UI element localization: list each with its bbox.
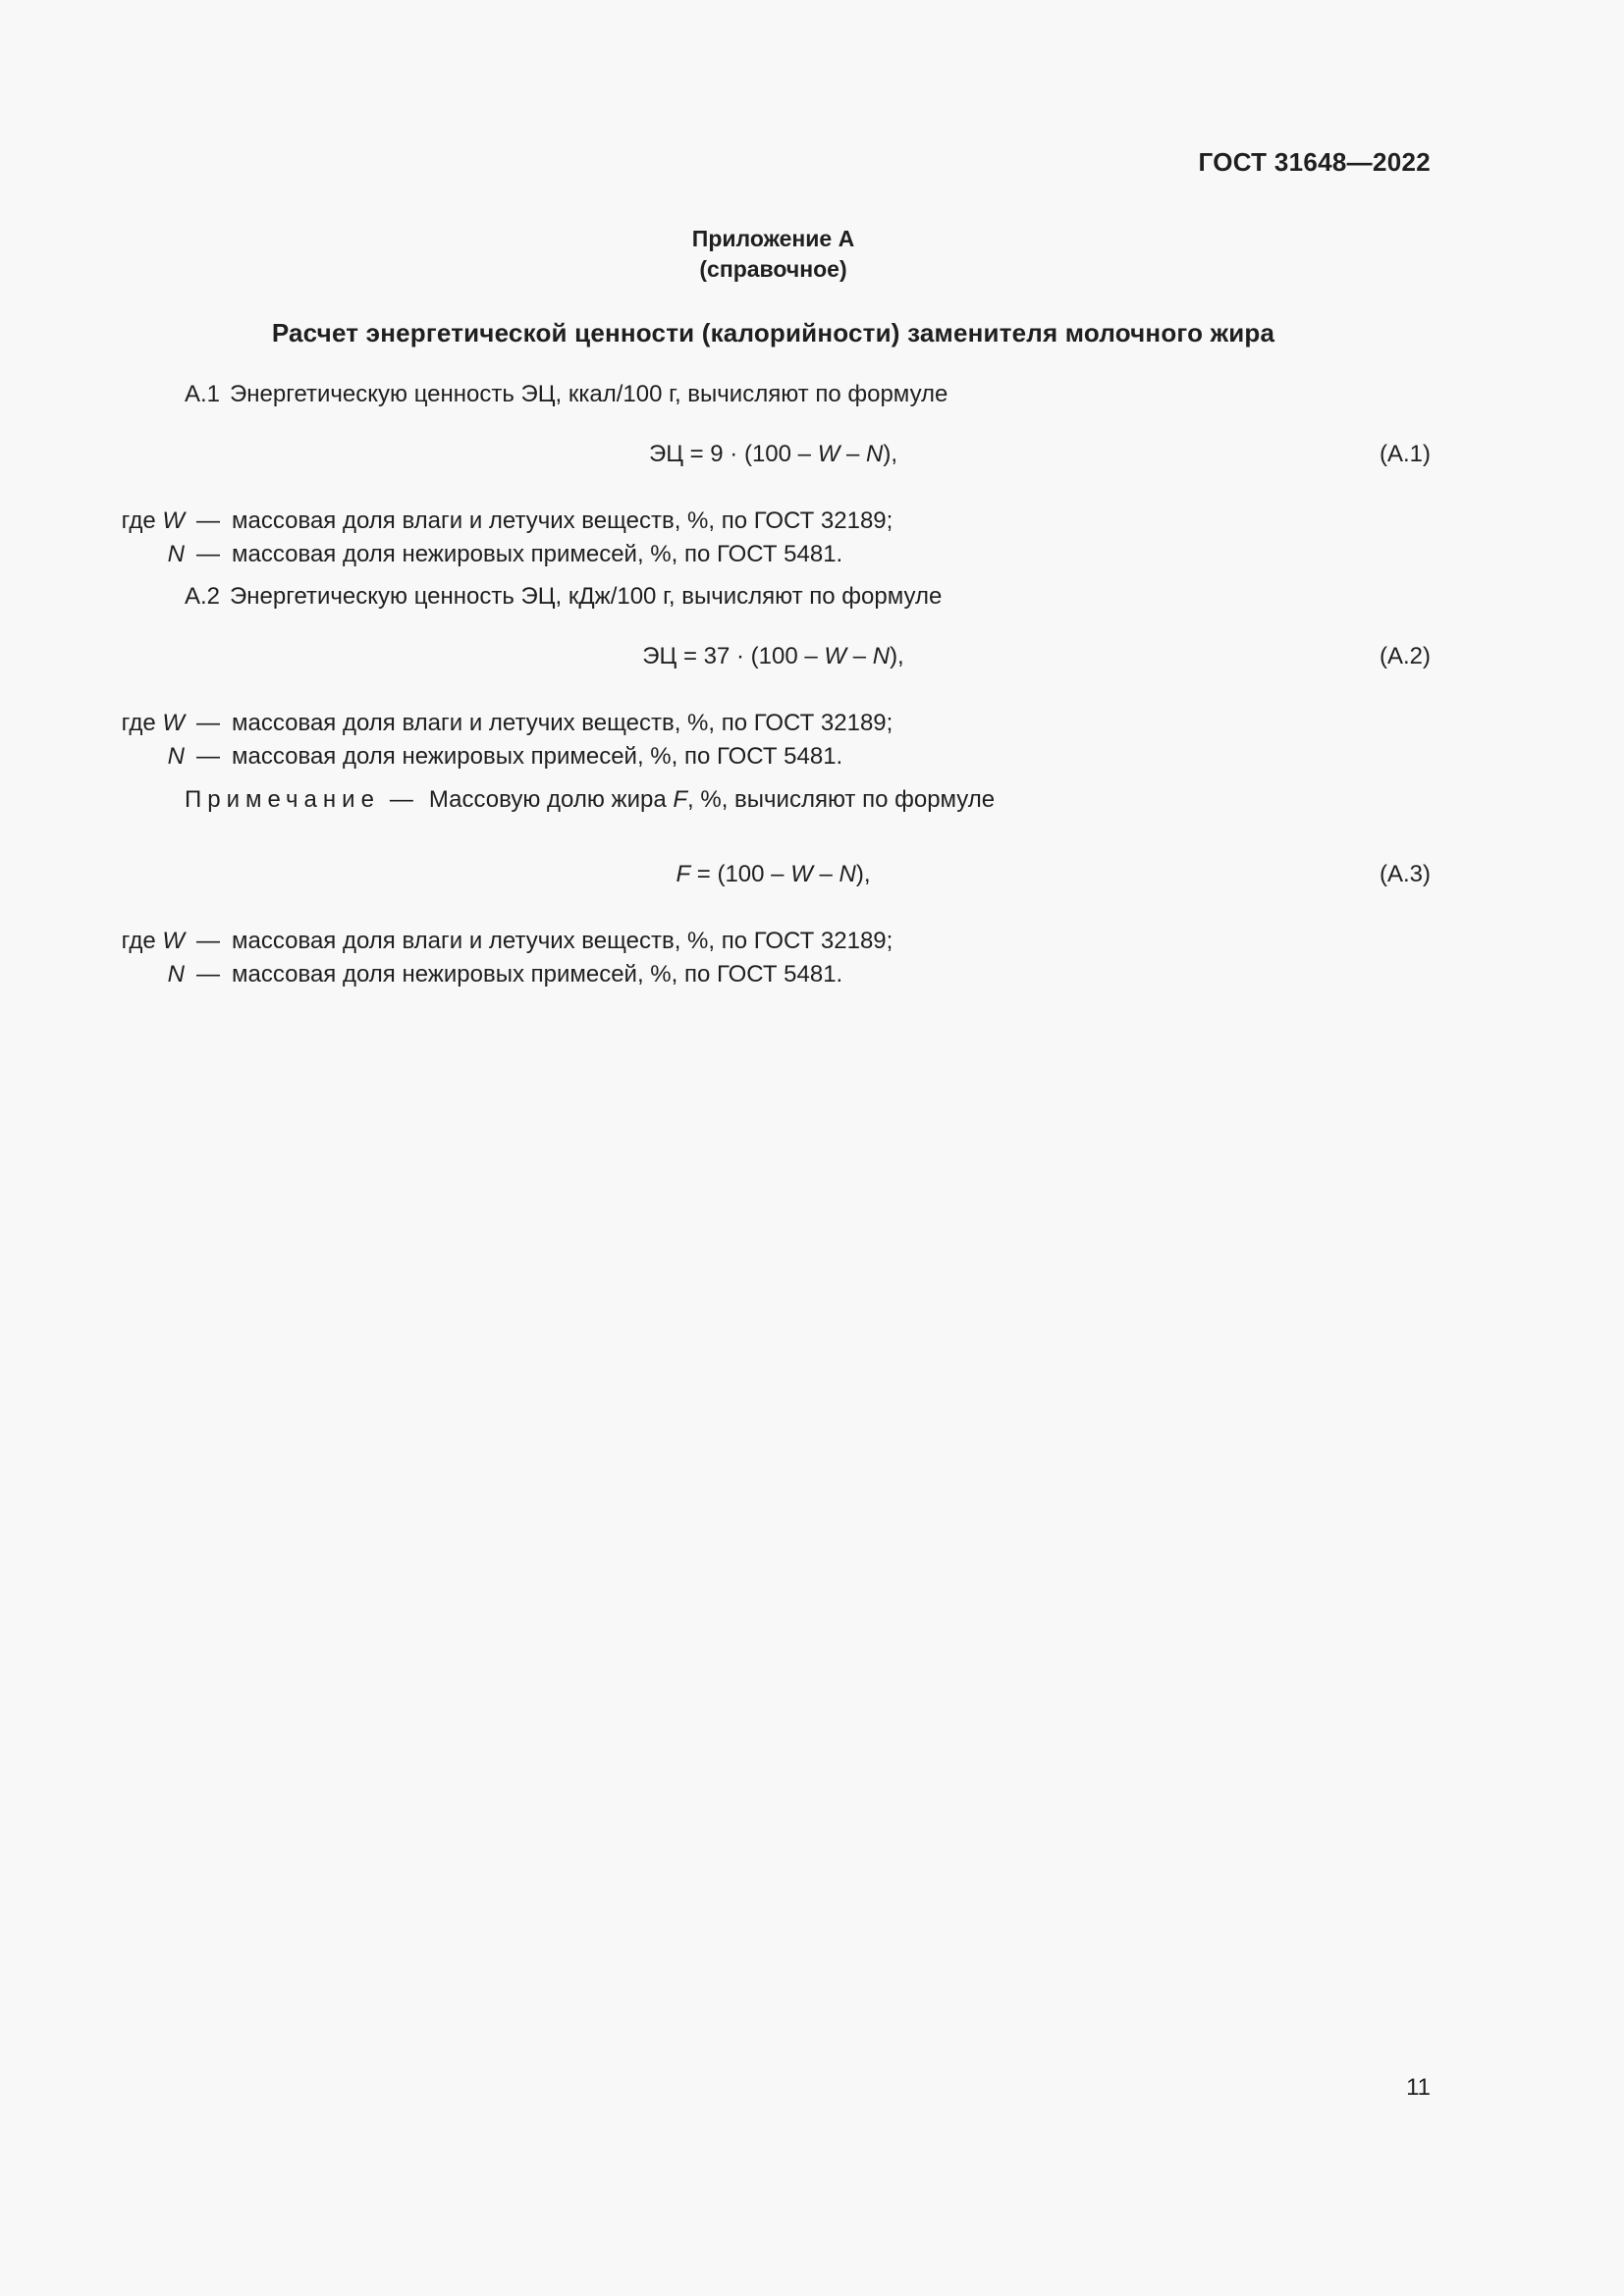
formula-var-n: N — [866, 441, 884, 467]
variable-description: массовая доля влаги и летучих веществ, %, по ГОСТ 32189; — [232, 507, 893, 534]
formula-var-w: W — [824, 643, 847, 669]
variable-description: массовая доля влаги и летучих веществ, %, по ГОСТ 32189; — [232, 710, 893, 736]
formula-var-f: F — [676, 861, 691, 887]
variable-description: массовая доля нежировых примесей, %, по ГОСТ 5481. — [232, 541, 843, 567]
variable-dash: — — [196, 541, 220, 567]
formula-close: ), — [855, 861, 871, 887]
formula-close: ), — [883, 441, 898, 467]
note-text-after: , %, вычисляют по формуле — [687, 786, 996, 813]
where-label: где — [121, 928, 156, 954]
variable-n-row — [116, 541, 1392, 568]
formula-prefix: ЭЦ = 37 · (100 – — [642, 643, 825, 669]
variable-dash: — — [196, 928, 220, 954]
clause-a1 — [185, 381, 947, 408]
variable-symbol: N — [167, 541, 185, 567]
variable-description: массовая доля влаги и летучих веществ, %, по ГОСТ 32189; — [232, 928, 893, 954]
formula-minus: – — [812, 861, 839, 887]
annex-subtitle: (справочное) — [699, 256, 847, 282]
variable-dash: — — [196, 710, 220, 736]
variable-symbol: N — [167, 961, 185, 988]
variable-dash: — — [196, 961, 220, 988]
section-title: Расчет энергетической ценности (калорийности) заменителя молочного жира — [271, 318, 1275, 347]
clause-number: А.1 — [185, 381, 221, 407]
formula-minus: – — [846, 643, 873, 669]
clause-number: А.2 — [185, 583, 221, 610]
note-label: Примечание — [185, 786, 380, 813]
variable-description: массовая доля нежировых примесей, %, по ГОСТ 5481. — [232, 743, 843, 770]
variable-w-row — [116, 710, 1392, 737]
variable-symbol: W — [162, 507, 185, 534]
note-symbol: F — [673, 786, 688, 813]
where-label: где — [121, 710, 156, 736]
formula-a3 — [0, 861, 1546, 888]
variable-symbol: W — [162, 710, 185, 736]
variable-dash: — — [196, 507, 220, 534]
variable-symbol: W — [162, 928, 185, 954]
formula-var-w: W — [790, 861, 813, 887]
formula-var-n: N — [872, 643, 891, 669]
where-label: где — [121, 507, 156, 534]
formula-a2 — [0, 643, 1546, 670]
note-paragraph — [185, 786, 995, 814]
equation-number-a3: (А.3) — [1379, 861, 1431, 887]
formula-var-w: W — [817, 441, 840, 467]
formula-var-n: N — [839, 861, 856, 887]
formula-a1 — [0, 441, 1546, 468]
variable-symbol: N — [167, 743, 185, 770]
variable-w-row — [116, 507, 1392, 535]
formula-prefix: ЭЦ = 9 · (100 – — [648, 441, 818, 467]
variable-w-row — [116, 928, 1392, 955]
clause-text: Энергетическую ценность ЭЦ, кДж/100 г, вычисляют по формуле — [230, 583, 943, 610]
note-text-before: Массовую долю жира — [428, 786, 674, 813]
clause-text: Энергетическую ценность ЭЦ, ккал/100 г, вычисляют по формуле — [230, 381, 948, 407]
variable-n-row — [116, 961, 1392, 988]
formula-middle: = (100 – — [690, 861, 791, 887]
variable-description: массовая доля нежировых примесей, %, по ГОСТ 5481. — [232, 961, 843, 988]
note-dash: — — [389, 786, 413, 813]
variable-dash: — — [196, 743, 220, 770]
formula-minus: – — [839, 441, 867, 467]
formula-close: ), — [890, 643, 904, 669]
equation-number-a1: (А.1) — [1379, 441, 1431, 467]
standard-code: ГОСТ 31648—2022 — [1198, 147, 1431, 177]
page-number: 11 — [1406, 2074, 1431, 2101]
annex-title: Приложение А — [691, 226, 855, 251]
clause-a2 — [185, 583, 942, 611]
variable-n-row — [116, 743, 1392, 771]
equation-number-a2: (А.2) — [1379, 643, 1431, 669]
